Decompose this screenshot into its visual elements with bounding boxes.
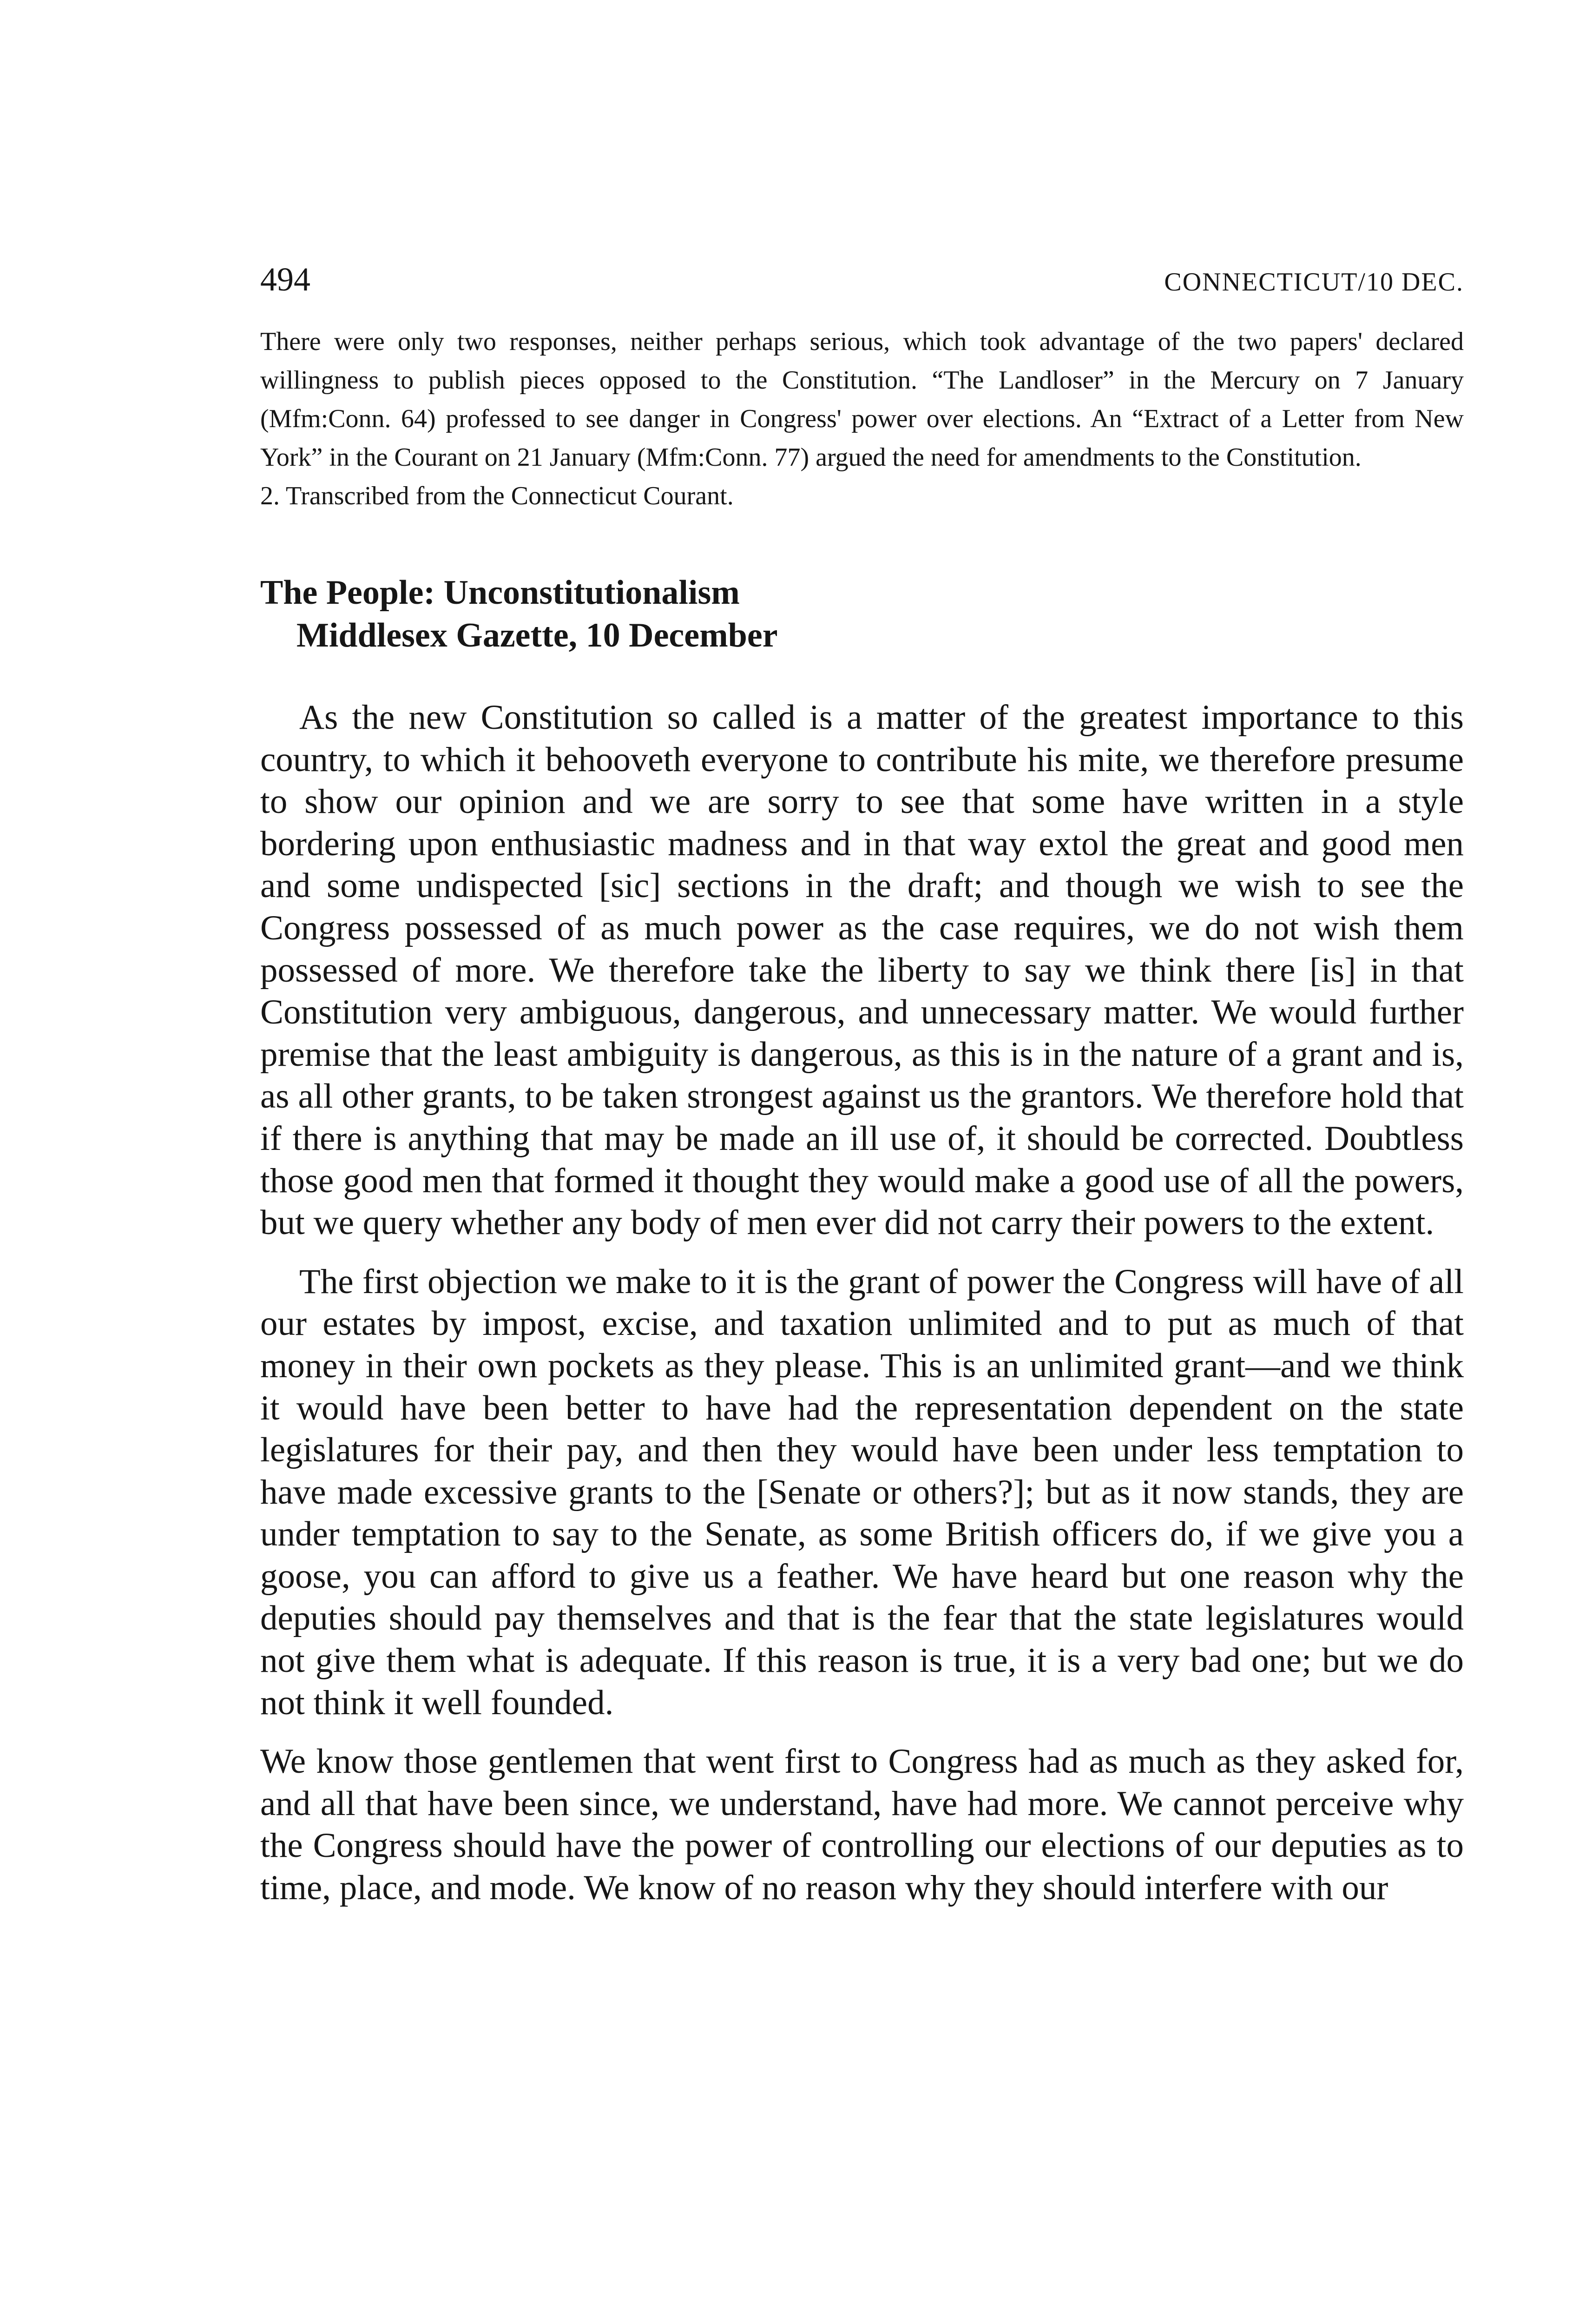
document-page xyxy=(260,260,1464,1909)
body-paragraph-3: We know those gentlemen that went first to Congress had as much as they asked for, and all that have been since, we understand, have had more. We cannot perceive why the Congress should have the power of controlling our elections of our deputies as to time, place, and mode. We know of no reason why they should interfere with our xyxy=(260,1742,1464,1908)
running-header xyxy=(260,260,1464,297)
article-heading xyxy=(260,571,1464,657)
article-title: The People: Unconstitutionalism xyxy=(260,574,740,612)
page-number: 494 xyxy=(260,261,310,298)
running-title: CONNECTICUT/10 DEC. xyxy=(1164,268,1464,297)
body-paragraph-1: As the new Constitution so called is a matter of the greatest importance to this country, to which it behooveth everyone to contribute his mite, we therefore presume to show our opinion and we are sorry to see that some have written in a style bordering upon enthusiastic madness and in that way extol the great and good men and some undispected [sic] sections in the draft; and though we wish to see the Congress possessed of as much power as the case requires, we do not wish them possessed of more. We therefore take the liberty to say we think there [is] in that Constitution very ambiguous, dangerous, and unnecessary matter. We would further premise that the least ambiguity is dangerous, as this is in the nature of a grant and is, as all other grants, to be taken strongest against us the grantors. We therefore hold that if there is anything that may be made an ill use of, it should be corrected. Doubtless those good men that formed it thought they would make a good use of all the powers, but we query whether any body of men ever did not carry their powers to the extent. xyxy=(260,698,1464,1242)
article-body xyxy=(260,697,1464,1909)
note-paragraph: There were only two responses, neither perhaps serious, which took advantage of the two papers' declared willingness to publish pieces opposed to the Constitution. “The Landloser” in the Mercury on 7 January (Mfm:Conn. 64) professed to see danger in Congress' power over elections. An “Extract of a Letter from New York” in the Courant on 21 January (Mfm:Conn. 77) argued the need for amendments to the Constitution. xyxy=(260,327,1464,472)
article-source: Middlesex Gazette, 10 December xyxy=(296,616,778,654)
editorial-notes xyxy=(260,323,1464,515)
note-2: 2. Transcribed from the Connecticut Courant. xyxy=(260,482,734,510)
body-paragraph-2: The first objection we make to it is the grant of power the Congress will have of all our estates by impost, excise, and taxation unlimited and to put as much of that money in their own pockets as they please. This is an unlimited grant—and we think it would have been better to have had the representation dependent on the state legislatures for their pay, and then they would have been under less temptation to have made excessive grants to the [Senate or others?]; but as it now stands, they are under temptation to say to the Senate, as some British officers do, if we give you a goose, you can afford to give us a feather. We have heard but one reason why the deputies should pay themselves and that is the fear that the state legislatures would not give them what is adequate. If this reason is true, it is a very bad one; but we do not think it well founded. xyxy=(260,1262,1464,1722)
